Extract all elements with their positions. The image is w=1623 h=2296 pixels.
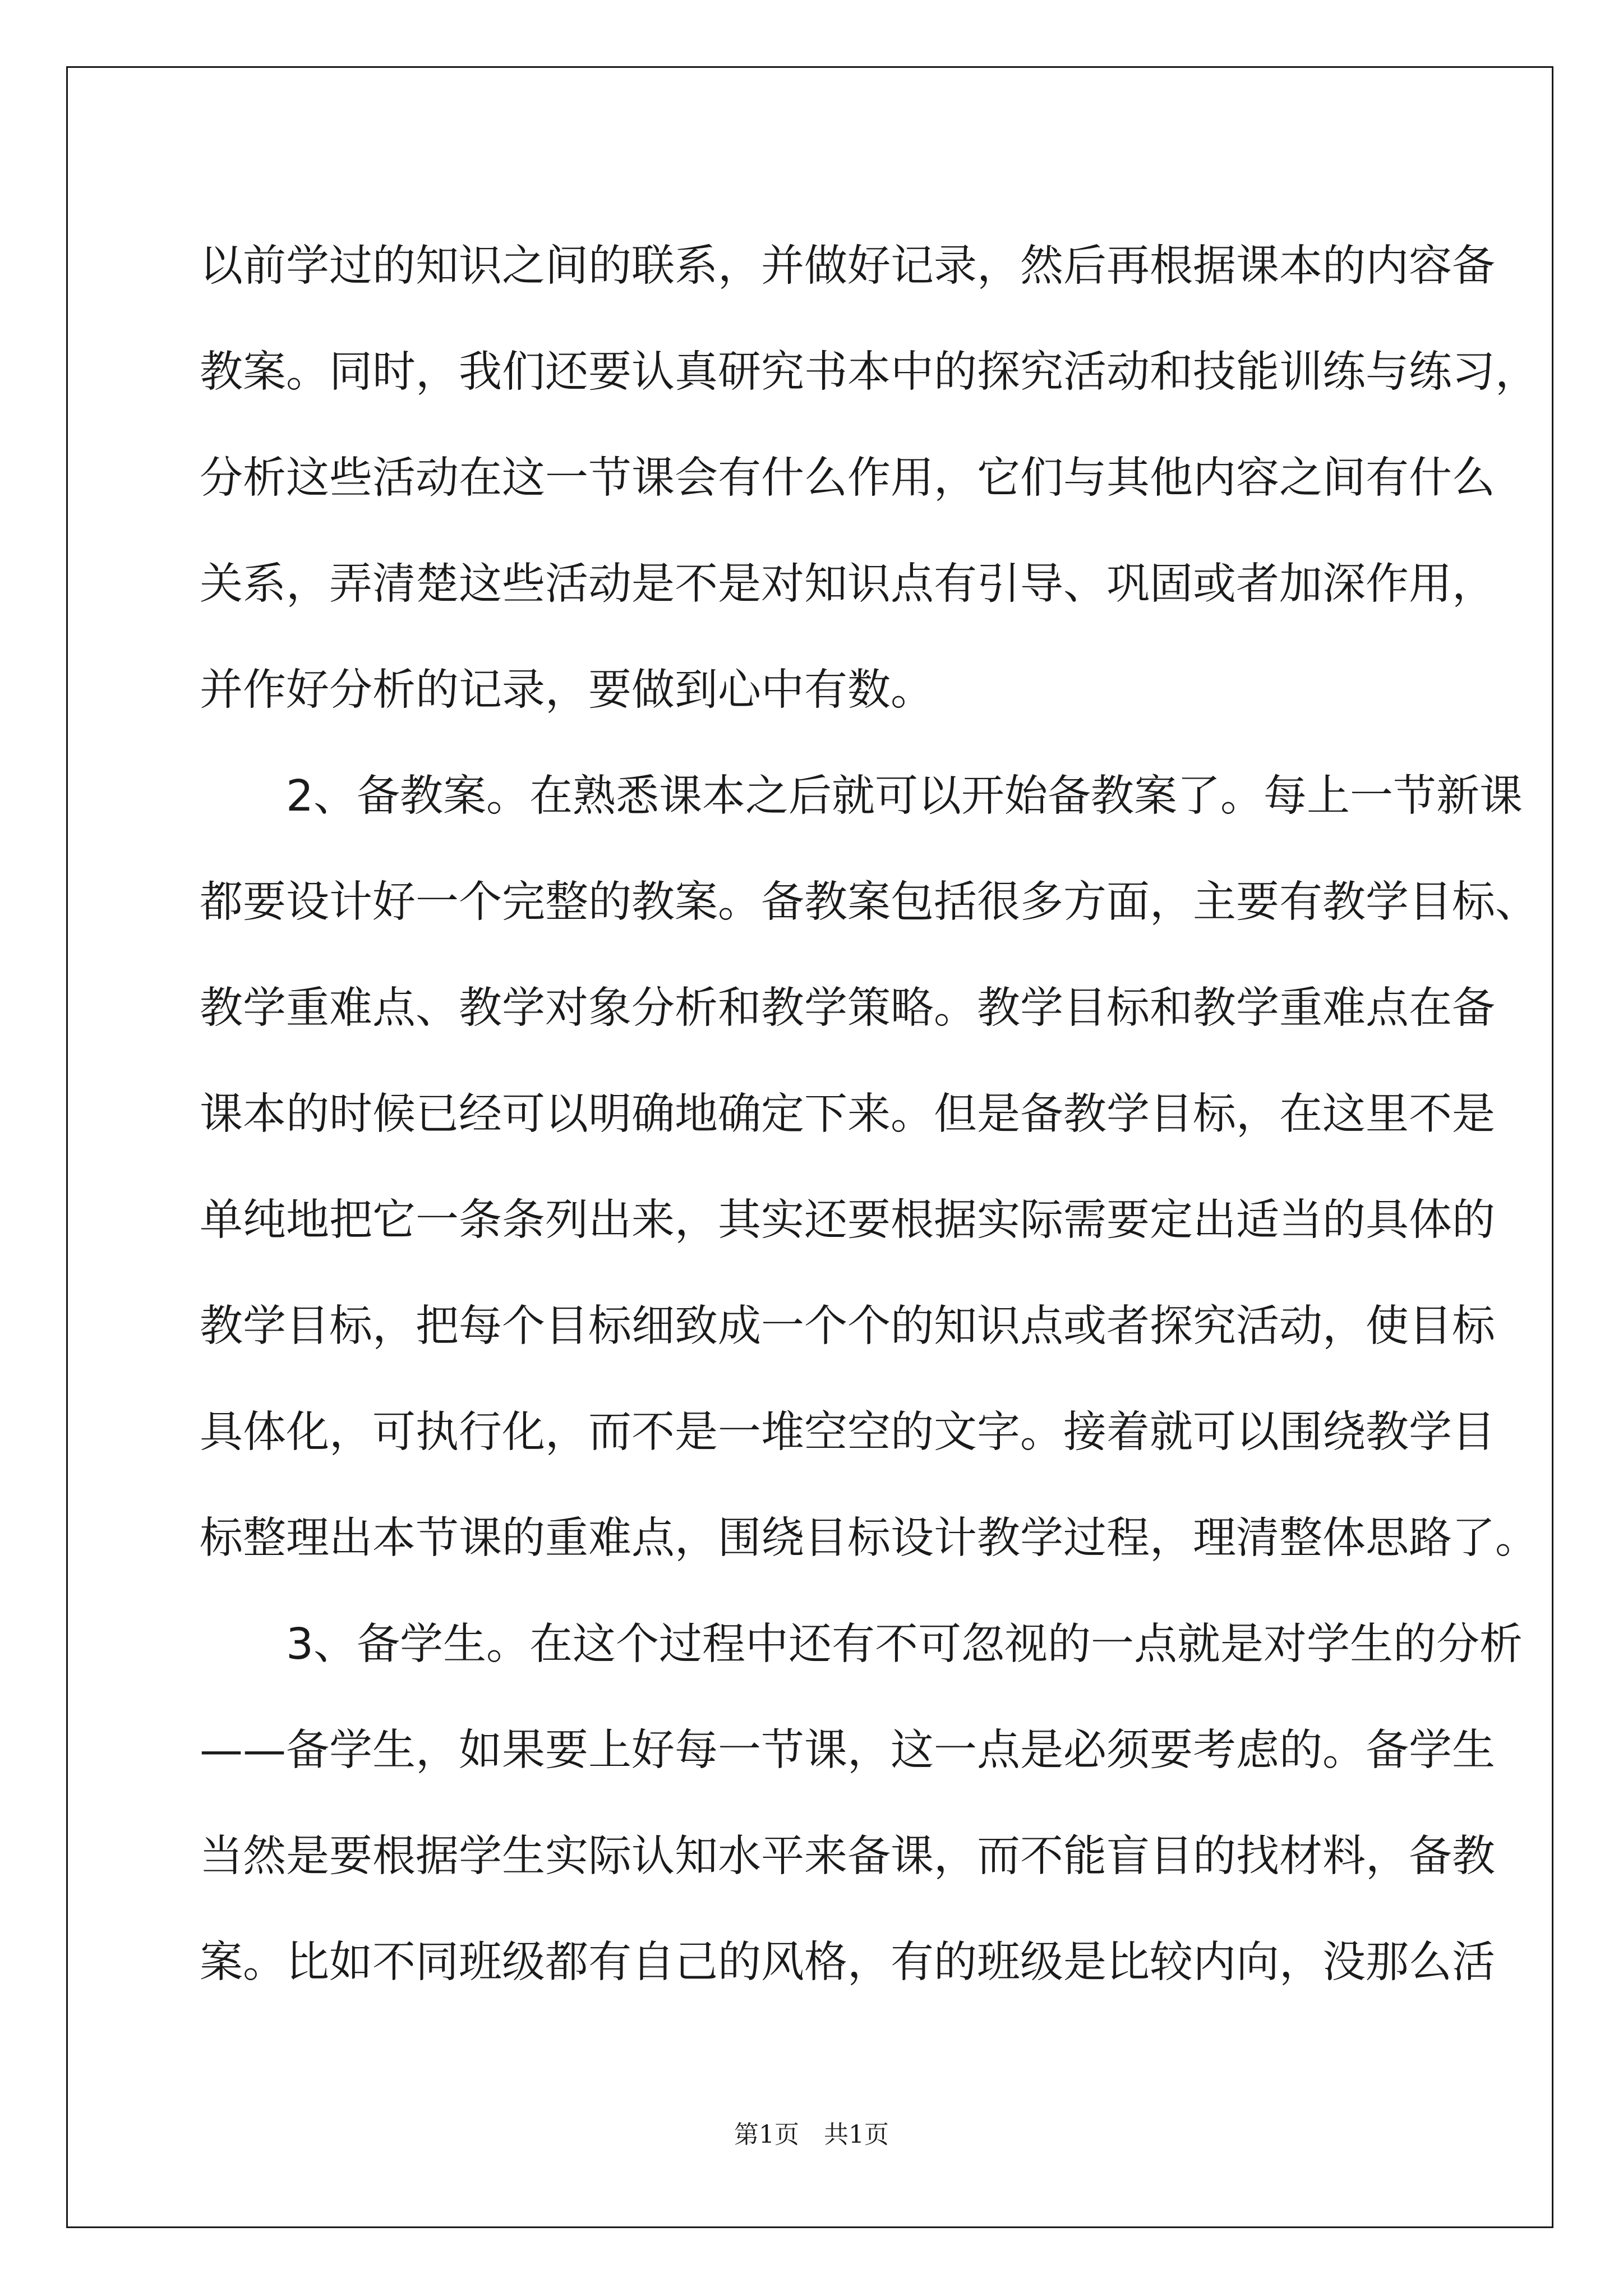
text-line: 都要设计好一个完整的教案。备教案包括很多方面，主要有教学目标、: [200, 877, 1538, 927]
text-line: 2、备教案。在熟悉课本之后就可以开始备教案了。每上一节新课: [200, 771, 1523, 821]
text-line: 教学重难点、教学对象分析和教学策略。教学目标和教学重难点在备: [200, 983, 1495, 1033]
text-line: 当然是要根据学生实际认知水平来备课，而不能盲目的找材料，备教: [200, 1832, 1495, 1881]
text-line: 课本的时候已经可以明确地确定下来。但是备教学目标，在这里不是: [200, 1089, 1495, 1139]
text-line: ——备学生，如果要上好每一节课，这一点是必须要考虑的。备学生: [200, 1726, 1495, 1775]
page-number: 第1页: [734, 2120, 799, 2149]
text-line: 单纯地把它一条条列出来，其实还要根据实际需要定出适当的具体的: [200, 1195, 1495, 1245]
text-line: 并作好分析的记录，要做到心中有数。: [200, 665, 934, 715]
text-line: 具体化，可执行化，而不是一堆空空的文字。接着就可以围绕教学目: [200, 1407, 1495, 1457]
document-body: [200, 213, 1538, 2016]
text-line: 标整理出本节课的重难点，围绕目标设计教学过程，理清整体思路了。: [200, 1513, 1538, 1563]
text-line: 教案。同时，我们还要认真研究书本中的探究活动和技能训练与练习，: [200, 347, 1538, 397]
text-line: 关系，弄清楚这些活动是不是对知识点有引导、巩固或者加深作用，: [200, 559, 1495, 609]
page-total: 共1页: [824, 2120, 889, 2149]
text-line: 教学目标，把每个目标细致成一个个的知识点或者探究活动，使目标: [200, 1301, 1495, 1351]
text-line: 分析这些活动在这一节课会有什么作用，它们与其他内容之间有什么: [200, 453, 1495, 503]
text-line: 案。比如不同班级都有自己的风格，有的班级是比较内向，没那么活: [200, 1938, 1495, 1987]
text-line: 以前学过的知识之间的联系，并做好记录，然后再根据课本的内容备: [200, 241, 1495, 291]
text-line: 3、备学生。在这个过程中还有不可忽视的一点就是对学生的分析: [200, 1619, 1523, 1669]
page-footer: [0, 2118, 1623, 2152]
